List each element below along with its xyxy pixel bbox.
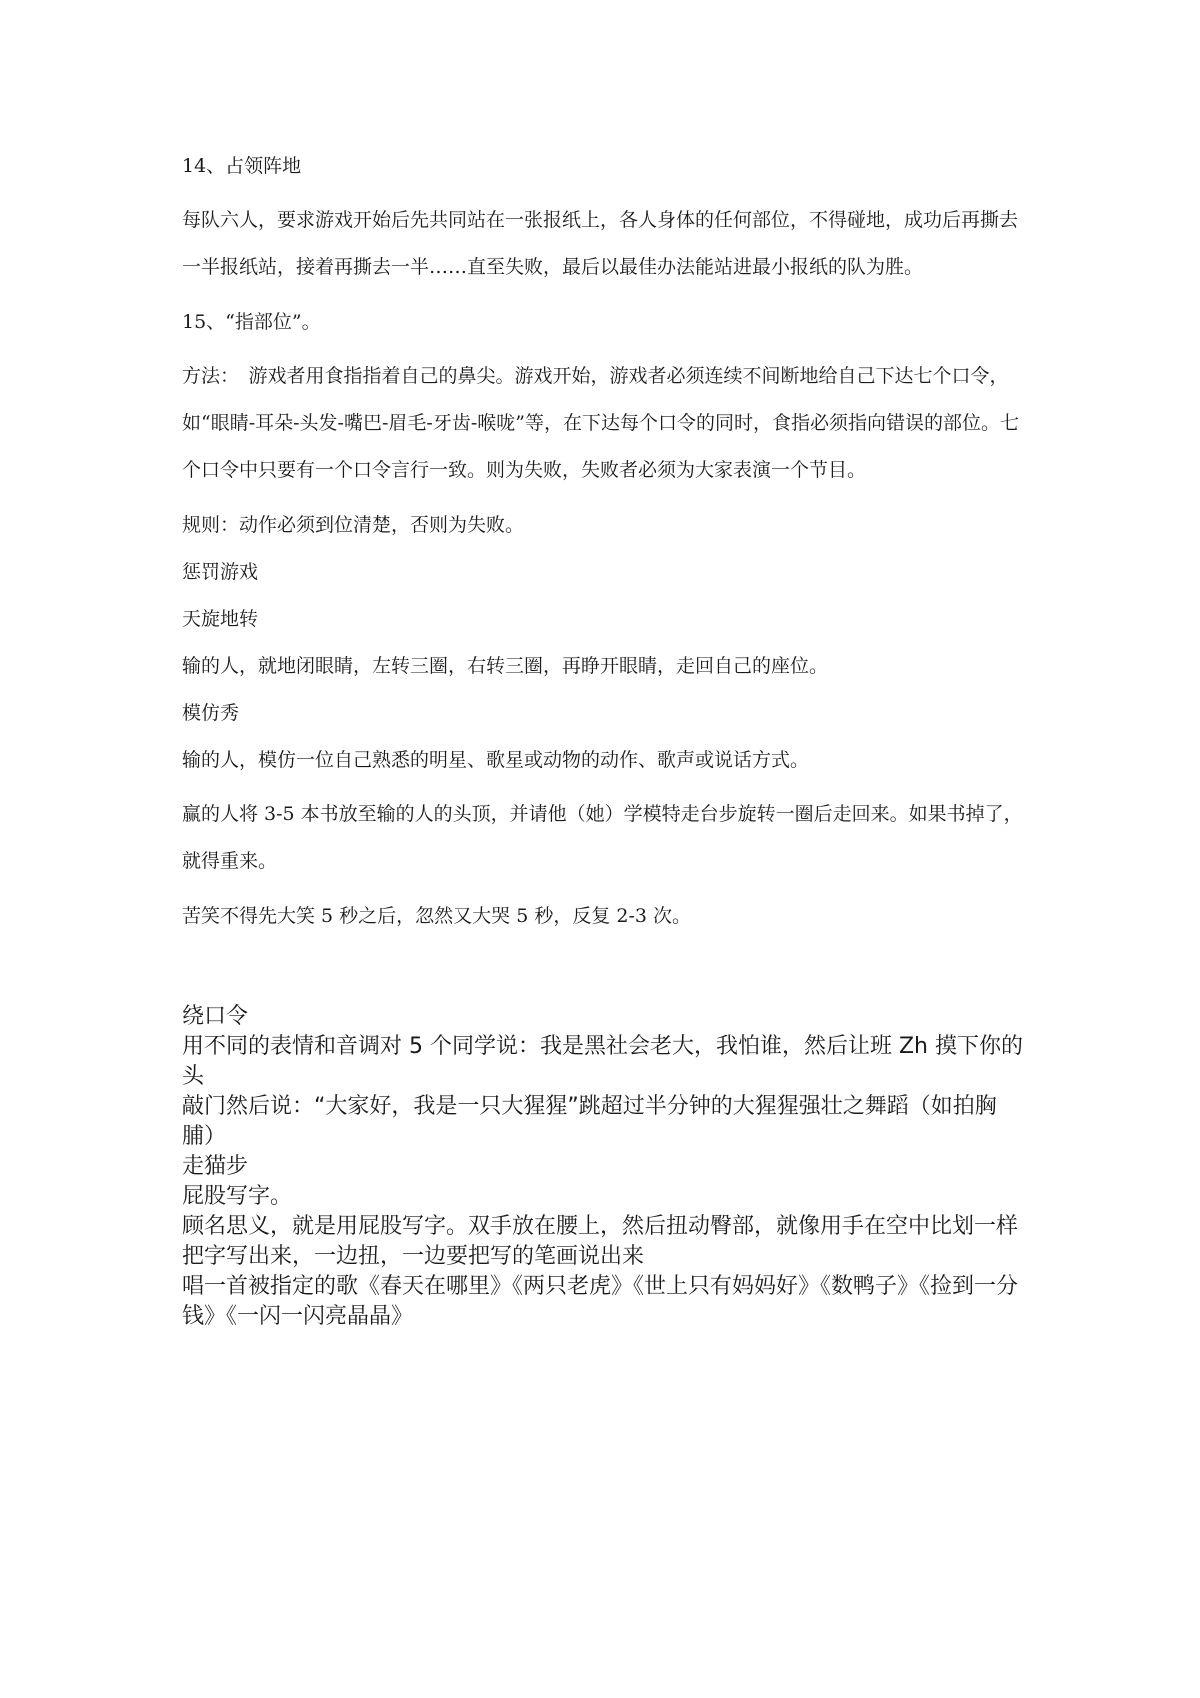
paragraph-butt-writing: 顾名思义，就是用屁股写字。双手放在腰上，然后扭动臀部，就像用手在空中比划一样把字写出来，一边扭，一边要把写的笔画说出来 [182, 1214, 1019, 1269]
paragraph-mofang-xiu: 输的人，模仿一位自己熟悉的明星、歌星或动物的动作、歌声或说话方式。 [182, 749, 810, 771]
paragraph-sing-song: 唱一首被指定的歌《春天在哪里》《两只老虎》《世上只有妈妈好》《数鸭子》《捡到一分钱》《一闪一闪亮晶晶》 [182, 1274, 1019, 1329]
heading-mofang-xiu: 模仿秀 [182, 702, 240, 724]
heading-butt-writing: 屁股写字。 [182, 1184, 293, 1209]
section-heading-14: 14、占领阵地 [182, 155, 302, 177]
paragraph-laugh-cry: 苦笑不得先大笑 5 秒之后，忽然又大哭 5 秒，反复 2-3 次。 [182, 905, 692, 927]
paragraph-boss-speech: 用不同的表情和音调对 5 个同学说：我是黑社会老大，我怕谁，然后让班 Zh 摸下你的头 [182, 1034, 1023, 1089]
heading-cat-walk: 走猫步 [182, 1154, 249, 1179]
section-heading-15: 15、“指部位”。 [182, 311, 321, 333]
document-body [182, 150, 1028, 947]
paragraph-books-on-head: 赢的人将 3-5 本书放至输的人的头顶，并请他（她）学模特走台步旋转一圈后走回来。如果书掉了，就得重来。 [182, 803, 1023, 872]
paragraph-tianxuan-dizhuan: 输的人，就地闭眼睛，左转三圈，右转三圈，再睁开眼睛，走回自己的座位。 [182, 655, 829, 677]
heading-punishment-games: 惩罚游戏 [182, 561, 259, 583]
heading-tianxuan-dizhuan: 天旋地转 [182, 608, 259, 630]
document-body-continued [182, 1002, 1028, 1332]
paragraph-14-description: 每队六人，要求游戏开始后先共同站在一张报纸上，各人身体的任何部位，不得碰地，成功后再撕去一半报纸站，接着再撕去一半……直至失败，最后以最佳办法能站进最小报纸的队为胜。 [182, 209, 1019, 278]
paragraph-gorilla-dance: 敲门然后说：“大家好，我是一只大猩猩”跳超过半分钟的大猩猩强壮之舞蹈（如拍胸脯） [182, 1094, 997, 1149]
paragraph-15-rule: 规则：动作必须到位清楚，否则为失败。 [182, 514, 525, 536]
paragraph-15-method: 方法： 游戏者用食指指着自己的鼻尖。游戏开始，游戏者必须连续不间断地给自己下达七个口令，如“眼睛-耳朵-头发-嘴巴-眉毛-牙齿-喉咙”等，在下达每个口令的同时，食指必须指向错误的部位。七个口令中只要有一个口令言行一致。则为失败，失败者必须为大家表演一个节目。 [182, 365, 1019, 481]
heading-tongue-twister: 绕口令 [182, 1004, 249, 1029]
